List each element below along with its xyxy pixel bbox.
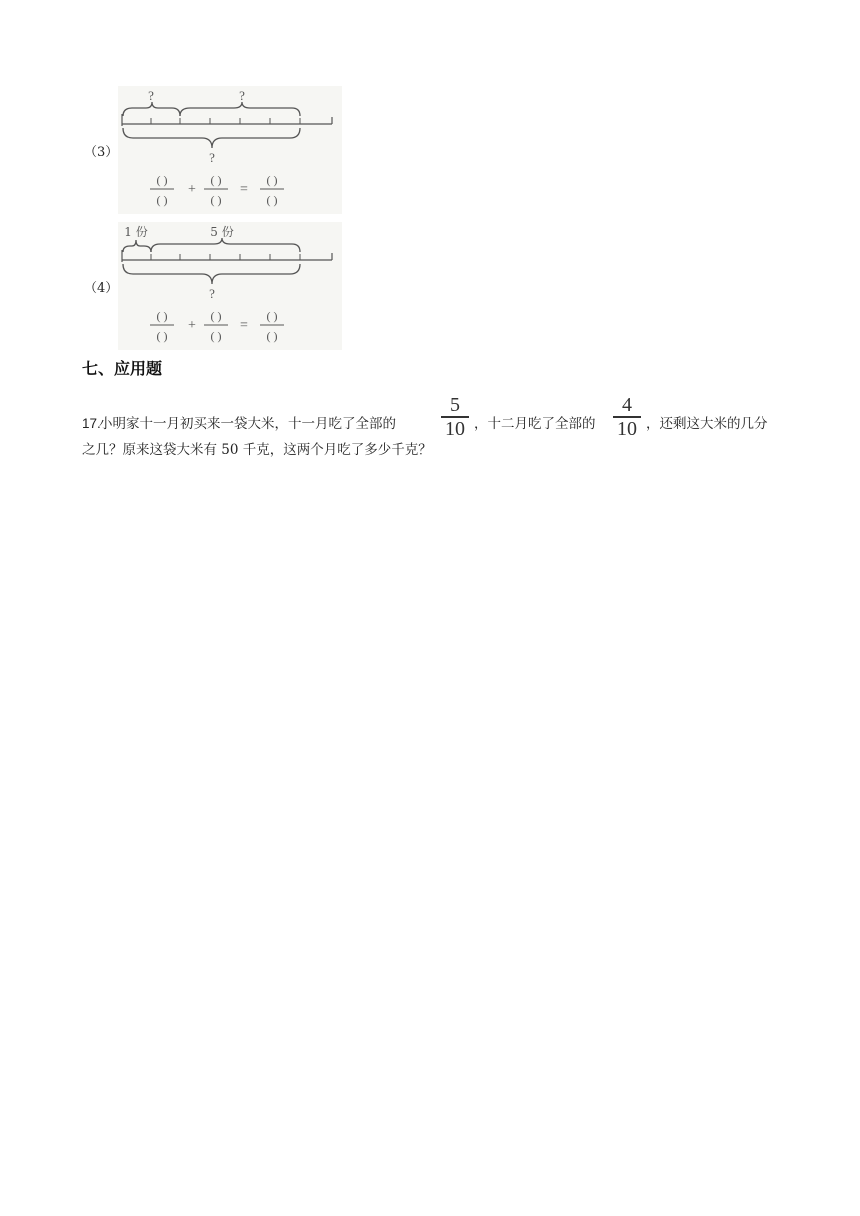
top-mark-right: ? — [239, 88, 245, 103]
blank-num-1: ( ) — [156, 309, 168, 323]
blank-den-2: ( ) — [210, 193, 222, 207]
fraction-diagram-4 — [118, 222, 342, 350]
blank-den-1: ( ) — [156, 193, 168, 207]
item-label-3: （3） — [84, 145, 119, 160]
blank-den-3: ( ) — [266, 193, 278, 207]
plus-sign: + — [188, 318, 196, 333]
section-title: 七、应用题 — [82, 359, 163, 378]
blank-num-2: ( ) — [210, 173, 222, 187]
question-number: 17. — [82, 416, 101, 431]
item-label-4: （4） — [84, 281, 119, 296]
bottom-mark: ? — [209, 286, 215, 301]
equals-sign: = — [240, 182, 248, 197]
top-mark-left: ? — [148, 88, 154, 103]
fraction-5-10 — [438, 394, 472, 440]
blank-den-3: ( ) — [266, 329, 278, 343]
blank-den-2: ( ) — [210, 329, 222, 343]
plus-sign: + — [188, 182, 196, 197]
fraction-numerator: 5 — [450, 394, 460, 416]
question-line-2: 之几？原来这袋大米有 50 千克，这两个月吃了多少千克？ — [82, 442, 432, 458]
question-text-a: 小明家十一月初买来一袋大米，十一月吃了全部的 — [99, 416, 396, 432]
top-mark-right: 5 份 — [210, 225, 234, 239]
blank-num-3: ( ) — [266, 173, 278, 187]
fraction-diagram-3 — [118, 86, 342, 214]
top-mark-left: 1 份 — [124, 225, 148, 239]
blank-num-2: ( ) — [210, 309, 222, 323]
blank-num-3: ( ) — [266, 309, 278, 323]
fraction-denominator: 10 — [445, 417, 465, 440]
question-text-b: ，十二月吃了全部的 — [474, 416, 596, 432]
blank-den-1: ( ) — [156, 329, 168, 343]
question-text-c: ，还剩这大米的几分 — [646, 416, 768, 432]
fraction-4-10 — [610, 394, 644, 440]
equals-sign: = — [240, 318, 248, 333]
fraction-denominator: 10 — [617, 417, 637, 440]
question-17 — [82, 394, 782, 458]
blank-num-1: ( ) — [156, 173, 168, 187]
fraction-numerator: 4 — [622, 394, 632, 416]
bottom-mark: ? — [209, 150, 215, 165]
